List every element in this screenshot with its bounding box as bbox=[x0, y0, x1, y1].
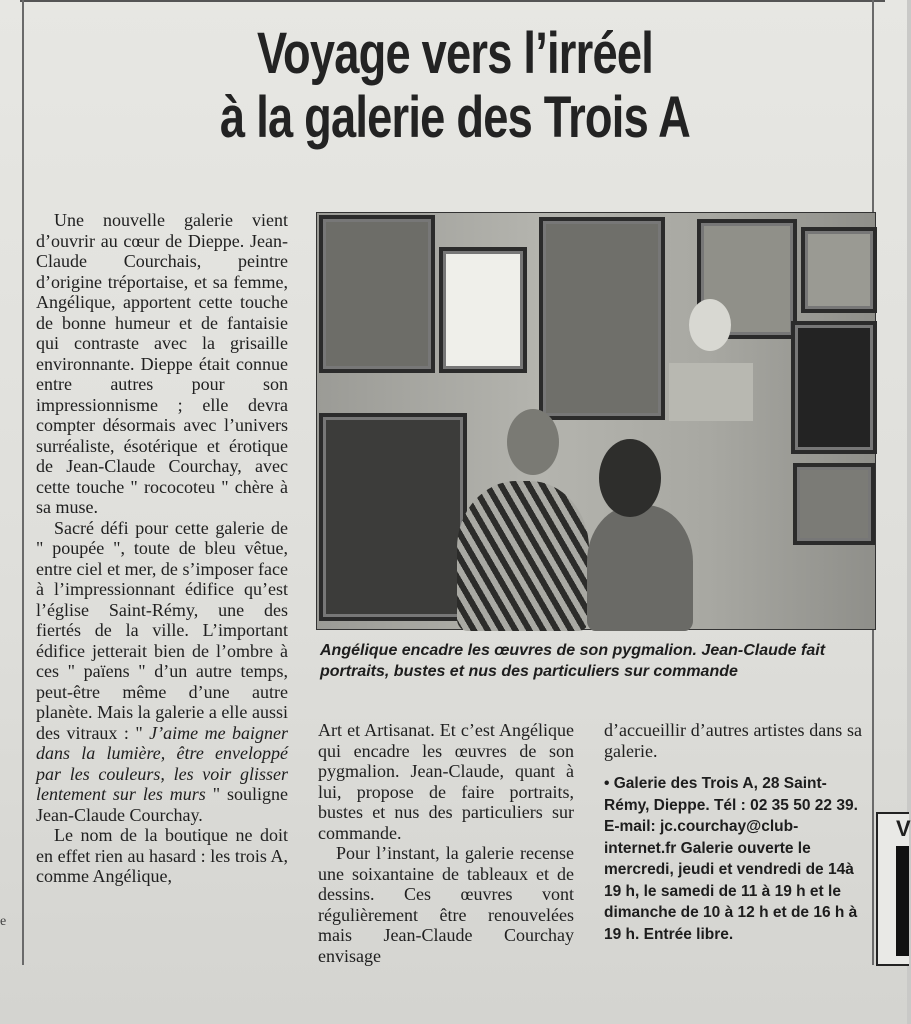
bust-sculpture bbox=[689, 299, 731, 351]
painting-frame bbox=[669, 363, 753, 421]
paragraph-name-origin: Le nom de la boutique ne doit en effet rien au hasard : les trois A, comme Angélique, bbox=[36, 825, 288, 886]
angelique-figure bbox=[587, 505, 693, 631]
painting-frame bbox=[319, 215, 435, 373]
photo-caption: Angélique encadre les œuvres de son pygmalion. Jean-Claude fait portraits, bustes et nus des particuliers sur commande bbox=[320, 642, 826, 680]
headline-line-2: à la galerie des Trois A bbox=[220, 85, 690, 150]
paragraph-intro: Une nouvelle galerie vient d’ouvrir au cœur de Dieppe. Jean-Claude Courchais, peintre d’origine tréportaise, et sa femme, Angélique, apportent cette touche de bonne humeur et de fantaisie qui contraste avec la grisaille environnante. Dieppe était connue entre autres pour son impressionnisme ; elle devra compter désormais avec l’univers surréaliste, ésotérique et érotique de Jean-Claude Courchay, avec cette touche " rococoteu " chère à sa muse. bbox=[36, 210, 288, 517]
article-headline bbox=[131, 22, 778, 150]
painting-frame bbox=[801, 227, 877, 313]
painting-frame bbox=[539, 217, 665, 420]
gallery-photo bbox=[316, 212, 876, 630]
headline-line-1: Voyage vers l’irréel bbox=[256, 21, 653, 86]
painting-frame bbox=[791, 321, 877, 454]
jean-claude-figure bbox=[457, 481, 589, 631]
angelique-head bbox=[599, 439, 661, 517]
paragraph-collection: Pour l’instant, la galerie recense une soixantaine de tableaux et de dessins. Ces œuvres vont régulièrement être renouvelées mais Jean-Claude Courchay envisage bbox=[318, 843, 574, 966]
painting-frame bbox=[793, 463, 875, 545]
painting-frame bbox=[319, 413, 467, 621]
adjacent-article-fragment-right: V bbox=[896, 816, 911, 841]
paragraph-challenge-end: " souligne Jean-Claude Courchay. bbox=[36, 784, 289, 825]
left-column-rule bbox=[22, 0, 24, 965]
paragraph-challenge bbox=[36, 518, 288, 826]
adjacent-article-fragment-left: e bbox=[0, 914, 7, 929]
jean-claude-head bbox=[507, 409, 559, 475]
article-column-2 bbox=[318, 720, 574, 966]
painting-frame bbox=[439, 247, 527, 373]
gallery-info-box: • Galerie des Trois A, 28 Saint-Rémy, Dieppe. Tél : 02 35 50 22 39. E-mail: jc.courchay@club-internet.fr Galerie ouverte le mercredi, jeudi et vendredi de 14à 19 h, le samedi de 11 à 19 h et le dimanche de 10 à 12 h et de 16 h à 19 h. Entrée libre. bbox=[604, 775, 858, 943]
paragraph-other-artists: d’accueillir d’autres artistes dans sa galerie. bbox=[604, 720, 862, 761]
article-column-3 bbox=[604, 720, 862, 945]
top-rule bbox=[20, 0, 885, 2]
paragraph-art-artisanat: Art et Artisanat. Et c’est Angélique qui encadre les œuvres de son pygmalion. Jean-Claude, quant à lui, propose de faire portraits, bustes et nus des particuliers sur commande. bbox=[318, 720, 574, 843]
adjacent-article-box-right bbox=[876, 812, 909, 966]
paragraph-challenge-text: Sacré défi pour cette galerie de " poupée ", toute de bleu vêtue, entre ciel et mer, de s’imposer face à l’impressionnant édifice qu’est l’église Saint-Rémy, une des fiertés de la ville. L’important édifice jetterait bien de l’ombre à ces " païens " d’un autre temps, peut-être même d’une autre planète. Mais la galerie a elle aussi des vitraux : " bbox=[36, 517, 288, 743]
adjacent-black-block bbox=[896, 846, 909, 956]
article-column-1 bbox=[36, 210, 288, 887]
artist-quote: J’aime me baigner dans la lumière, être enveloppé par les couleurs, les voir glisser lentement sur les murs bbox=[36, 722, 288, 804]
